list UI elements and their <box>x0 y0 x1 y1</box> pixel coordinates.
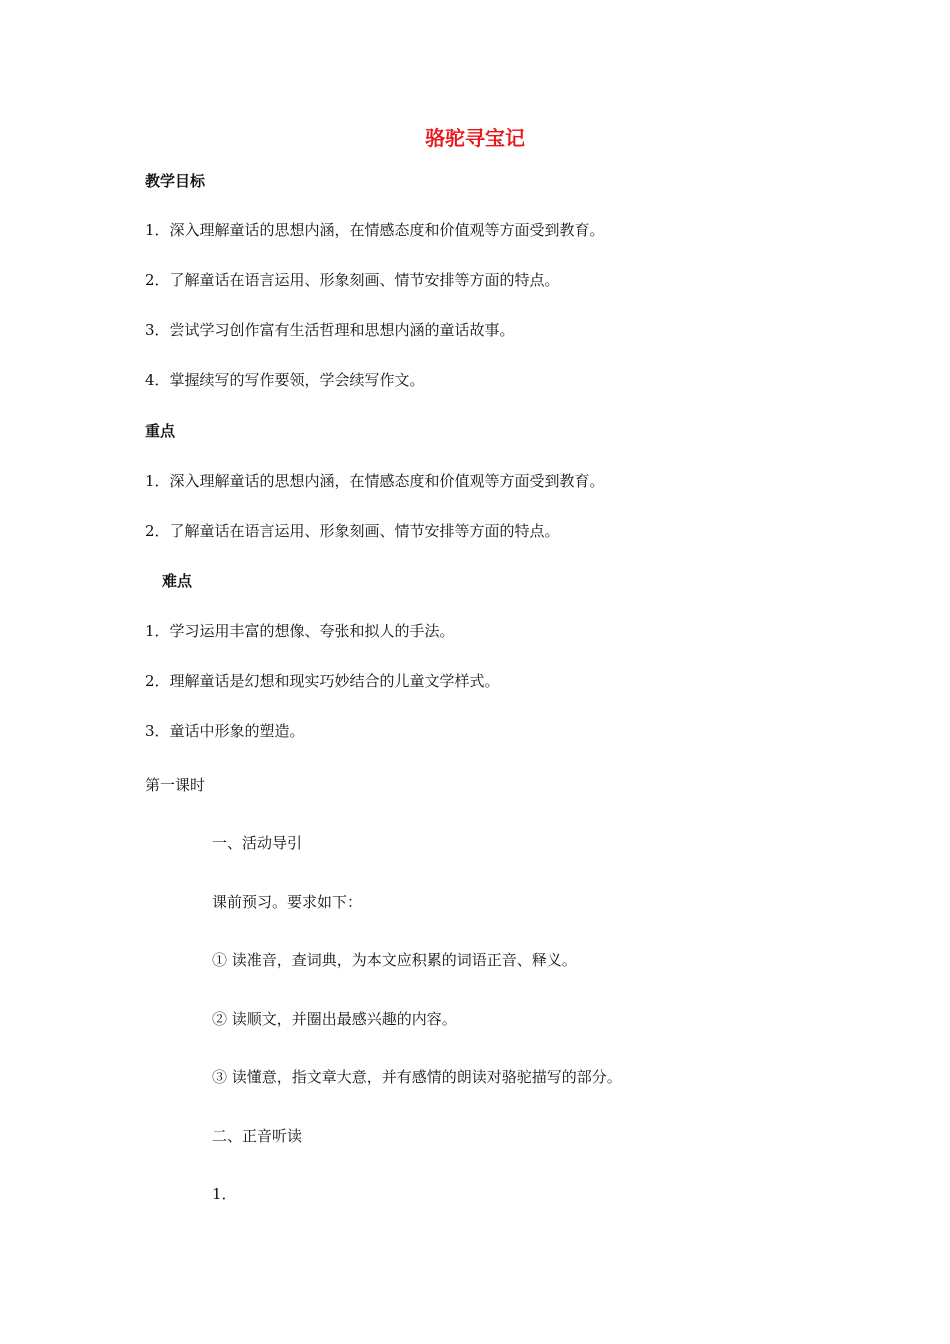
objectives-heading: 教学目标 <box>145 172 206 190</box>
objective-item: 4．掌握续写的写作要领，学会续写作文。 <box>145 371 425 389</box>
lesson-label: 第一课时 <box>145 776 206 794</box>
preview-item: ① 读准音，查词典，为本文应积累的词语正音、释义。 <box>212 951 577 969</box>
objective-item: 1．深入理解童话的思想内涵，在情感态度和价值观等方面受到教育。 <box>145 221 605 239</box>
section-heading: 二、正音听读 <box>212 1127 303 1145</box>
objective-item: 2．了解童话在语言运用、形象刻画、情节安排等方面的特点。 <box>145 271 560 289</box>
document-title: 骆驼寻宝记 <box>425 126 525 150</box>
preview-item: ② 读顺文，并圈出最感兴趣的内容。 <box>212 1010 457 1028</box>
numbered-item: 1． <box>212 1185 237 1203</box>
difficulty-item: 3．童话中形象的塑造。 <box>145 722 305 740</box>
preview-item: ③ 读懂意，指文章大意，并有感情的朗读对骆驼描写的部分。 <box>212 1068 622 1086</box>
key-point-item: 2．了解童话在语言运用、形象刻画、情节安排等方面的特点。 <box>145 522 560 540</box>
objective-item: 3．尝试学习创作富有生活哲理和思想内涵的童话故事。 <box>145 321 515 339</box>
difficulties-heading: 难点 <box>162 572 193 590</box>
key-point-item: 1．深入理解童话的思想内涵，在情感态度和价值观等方面受到教育。 <box>145 472 605 490</box>
key-points-heading: 重点 <box>145 422 176 440</box>
section-heading: 一、活动导引 <box>212 834 303 852</box>
difficulty-item: 2．理解童话是幻想和现实巧妙结合的儿童文学样式。 <box>145 672 500 690</box>
preview-intro: 课前预习。要求如下： <box>212 893 363 911</box>
difficulty-item: 1．学习运用丰富的想像、夸张和拟人的手法。 <box>145 622 455 640</box>
